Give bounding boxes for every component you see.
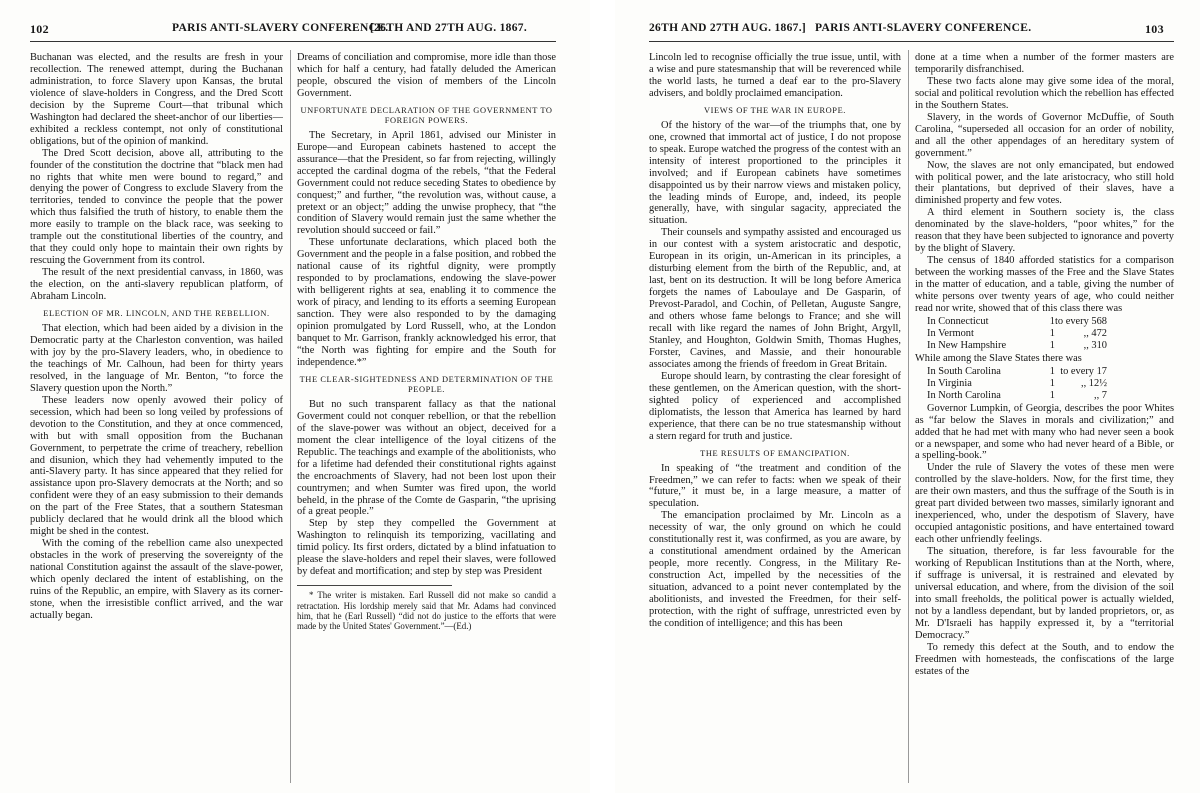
- paragraph: The Dred Scott decision, above all, attributing to the founder of the constitution the doctrine that “black men had no rights that white men were bound to regard,” and denying the power of Congress to exclude Slavery from the territories, tended to convince the people that the power which thus falsified the truth of history, to enable them the more easily to trample on the black race, was seeking to trample out the constitutional liberties of the country, and that they could only hope to maintain their own rights by rescuing the Government from its control.: [30, 147, 283, 267]
- paragraph: A third element in Southern society is, the class denominated by the slave-holders, “poor whites,” for the reason that they have been subjected to ignorance and poverty by the blight of Slavery.: [915, 207, 1174, 255]
- section-heading: VIEWS OF THE WAR IN EUROPE.: [704, 105, 846, 115]
- literacy-table-free-states: [927, 316, 1174, 352]
- column-divider: [908, 50, 909, 783]
- left-header-rule: [30, 41, 556, 42]
- table-row: In North Carolina 1 ,, 7: [927, 389, 1107, 401]
- table-row: In Vermont 1 ,, 472: [927, 327, 1107, 339]
- right-header-rule: [649, 41, 1174, 42]
- right-column-1: [649, 52, 901, 785]
- left-page-header: [0, 22, 590, 40]
- left-column-2: [297, 52, 556, 785]
- book-gutter: [590, 0, 615, 793]
- left-running-title: PARIS ANTI-SLAVERY CONFERENCE.: [172, 22, 389, 34]
- right-column-2: [915, 52, 1174, 785]
- paragraph: These unfortunate declarations, which placed both the Government and the people in a false position, and robbed the national cause of its rightful dignity, were promptly responded to by proclamations, endowing the slave-power with belligerent rights at sea, enabling it to commence the work of piracy, and lending to its efforts a seeming European sanction. They were also responded to by the damaging opinion promulgated by Lord Russell, who, at the London banquet to Mr. Garrison, frankly acknowledged his error, that “the North was fighting for empire and the South for independence.*”: [297, 237, 556, 368]
- table-row: In Virginia 1 ,, 12½: [927, 377, 1107, 389]
- paragraph: Step by step they compelled the Government at Washington to relinquish its temporizing, vacillating and timid policy. Its first orders, dictated by a blind infatuation to please the slave-holders and repel their slaves, were followed by defeat and mortification; and step by step was President: [297, 518, 556, 578]
- section-heading: ELECTION OF MR. LINCOLN, AND THE REBELLION.: [43, 309, 270, 319]
- paragraph: The result of the next presidential canvass, in 1860, was the election, on the anti-slavery republican platform, of Abraham Lincoln.: [30, 267, 283, 303]
- paragraph: But no such transparent fallacy as that the national Goverment could not conquer rebellion, or that the rebellion of the slave-power was without an object, deceived for a moment the clear intelligence of the loyal citizens of the Republic. The teachings and example of the abolitionists, who for a lifetime had defended their constitutional rights against the encroachments of Slavery, had not been lost upon their countrymen; and when Sumter was fired upon, the world beheld, in the phrase of the Comte de Gasparin, “the uprising of a great people.”: [297, 398, 556, 518]
- paragraph: These two facts alone may give some idea of the moral, social and political revolution which the rebellion has effected in the Southern States.: [915, 75, 1174, 111]
- paragraph: In speaking of “the treatment and condition of the Freedmen,” we can refer to facts: when we speak of their “future,” it must be, in a large measure, a matter of speculation.: [649, 462, 901, 510]
- table-row: In New Hampshire 1 ,, 310: [927, 339, 1107, 351]
- paragraph: done at a time when a number of the former masters are temporarily disfranchised.: [915, 52, 1174, 75]
- paragraph: To remedy this defect at the South, and to endow the Freedmen with homesteads, the confiscations of the large estates of the: [915, 641, 1174, 677]
- left-running-date: [26TH AND 27TH AUG. 1867.: [370, 22, 528, 34]
- paragraph: Under the rule of Slavery the votes of these men were controlled by the slave-holders. Now, for the first time, they are their own masters, and thus the suffrage of the South is in great part divided between two masses, similarly ignorant and inexperienced, who, under the despotism of Slavery, have occupied antagonistic positions, and have entertained toward each other unfriendly feelings.: [915, 462, 1174, 546]
- footnote-rule: [297, 585, 452, 586]
- paragraph: Europe should learn, by contrasting the clear foresight of these gentlemen, on the American question, with the short-sighted policy of experienced and accomplished diplomatists, the lesson that America has learned by hard experience, that there can be no true statesmanship without a stern regard for truth and justice.: [649, 370, 901, 442]
- paragraph: With the coming of the rebellion came also unexpected obstacles in the work of preserving the sovereignty of the national Constitution against the assault of the slave-power, which openly declared the intent of establishing, on the ruins of the Republic, an empire, with Slavery as its corner-stone, when the irresistible conflict arrived, and the war actually began.: [30, 538, 283, 621]
- right-page: [615, 0, 1200, 793]
- right-page-number: 103: [1145, 22, 1164, 36]
- right-page-header: [615, 22, 1200, 40]
- left-column-1: [30, 52, 283, 785]
- paragraph: Lincoln led to recognise officially the true issue, until, with a wise and pure statesmanship that will be reverenced while the world lasts, he turned a deaf ear to the pro-Slavery advisers, and boldly proclaimed emancipation.: [649, 52, 901, 99]
- right-running-title: PARIS ANTI-SLAVERY CONFERENCE.: [815, 22, 1032, 34]
- section-heading: THE RESULTS OF EMANCIPATION.: [700, 448, 850, 458]
- footnote: * The writer is mistaken. Earl Russell did not make so candid a retractation. His lordship merely said that Mr. Adams had convinced him, that he (Earl Russell) “did not do justice to the efforts that were made by the United States' Government.”—(Ed.): [297, 590, 556, 632]
- paragraph: The situation, therefore, is far less favourable for the working of Republican Institutions than at the North, where, if suffrage is universal, it is restrained and elevated by universal education, and where, from the division of the soil into small freeholds, the political power is actually wielded, not by a landless dependant, but by landed proprietors, or, as Mr. D'Israeli has happily expressed it, by a “territorial Democracy.”: [915, 546, 1174, 641]
- paragraph: The census of 1840 afforded statistics for a comparison between the working masses of the Free and the Slave States in the matter of education, and a table, giving the number of white persons over twenty years of age, who could neither read nor write, showed that of this class there was: [915, 255, 1174, 315]
- left-page: [0, 0, 590, 793]
- paragraph: Of the history of the war—of the triumphs that, one by one, crowned that immortal act of justice, I do not propose to speak. Europe watched the progress of the contest with an intensity of interest proportioned to the principles it involved; and if European cabinets have sometimes disappointed us by their narrow views and mistaken policy, the leading minds of Europe, and, indeed, its people generally, have, with singular sagacity, appreciated the situation.: [649, 119, 901, 227]
- paragraph: The emancipation proclaimed by Mr. Lincoln as a necessity of war, the only ground on which he could constitutionally rest it, was confirmed, as you are aware, by a constitutional amendment ordained by the American people, more recently. Congress, in the Military Re-construction Act, impelled by the necessities of the situation, advanced to a point never contemplated by the abolitionists, and invested the Freedmen, for their self-protection, with the right of suffrage, unrestricted even by the condition of intelligence; and this has been: [649, 510, 901, 629]
- paragraph: That election, which had been aided by a division in the Democratic party at the Charleston convention, was hailed with joy by the pro-Slavery leaders, who, in obedience to the teachings of Mr. Calhoun, had been for thirty years resolved, in the language of Mr. Benton, “to force the Slavery question upon the North.”: [30, 323, 283, 394]
- paragraph: Now, the slaves are not only emancipated, but endowed with political power, and the late aristocracy, who still hold their plantations, but deprived of their slaves, have a diminished property and few votes.: [915, 159, 1174, 207]
- paragraph: While among the Slave States there was: [915, 352, 1082, 364]
- section-heading: UNFORTUNATE DECLARATION OF THE GOVERNMENT TO FOREIGN POWERS.: [300, 105, 553, 125]
- paragraph: Dreams of conciliation and compromise, more idle than those which for half a century, had fatally deluded the American people, obscured the vision of members of the Lincoln Government.: [297, 52, 556, 99]
- paragraph: Governor Lumpkin, of Georgia, describes the poor Whites as “far below the Slaves in morals and civilization;” and added that he had met with many who had never seen a book or a newspaper, and some who had never heard of a Bible, or a spelling-book.”: [915, 402, 1174, 462]
- left-page-number: 102: [30, 22, 49, 36]
- literacy-table-slave-states: [927, 366, 1174, 402]
- paragraph: Their counsels and sympathy assisted and encouraged us in our contest with a system aristocratic and despotic, European in its origin, un-American in its principles, a disturbing element from the birth of the Republic, and, at last, bent on its destruction. It will be long before America forgets the names of Laboulaye and De Gasparin, of Prevost-Paradol, and Cochin, of Pelletan, Auguste Sangre, and others whose fame belongs to France; and she will recall with like regard the names of John Bright, Argyll, Stanley, and Houghton, Goldwin Smith, Thomas Hughes, Forster, Cavines, and Massie, and their honourable associates among the friends of freedom in Great Britain.: [649, 227, 901, 370]
- paragraph: The Secretary, in April 1861, advised our Minister in Europe—and European cabinets hastened to accept the assurance—that the President, so far from rejecting, willingly accepted the cardinal dogma of the rebels, “that the Federal Government could not reduce seceding States to obedience by conquest;” and further, “the revolution was, without cause, a pretext or an object;” adding the unwise prophecy, that “the condition of Slavery would remain just the same whether the revolution should succeed or fail.”: [297, 129, 556, 237]
- paragraph: These leaders now openly avowed their policy of secession, which had been so long veiled by professions of devotion to the Constitution, and they at once commenced, with but with small opposition from the Buchanan Government, to perpetrate the crime of treachery, rebellion and disunion, which they had vehemently imputed to the anti-Slavery party. It has since appeared that they relied for assistance upon pro-Slavery democrats at the North; and so confident were they of an easy submission to their demands on the part of the Free States, that a southern Statesman publicly declared that he would drink all the blood which might be shed in the contest.: [30, 394, 283, 538]
- right-running-date: 26TH AND 27TH AUG. 1867.]: [649, 22, 807, 34]
- table-row: In Connecticut 1 to every 568: [927, 315, 1107, 327]
- column-divider: [290, 50, 291, 783]
- section-heading: THE CLEAR-SIGHTEDNESS AND DETERMINATION OF THE PEOPLE.: [299, 374, 554, 394]
- paragraph: Buchanan was elected, and the results are fresh in your recollection. The renewed attempt, during the Buchanan administration, to force Slavery upon Kansas, the brutal violence of slave-holders in Congress, and the Dred Scott decision by the Supreme Court—that tribunal which Washington had declared the sheet-anchor of our liberties—exhibited a reckless contempt, not only of constitutional obligations, but of the opinion of mankind.: [30, 52, 283, 147]
- table-row: In South Carolina 1 to every 17: [927, 365, 1107, 377]
- paragraph: Slavery, in the words of Governor McDuffie, of South Carolina, “superseded all occasion for an order of nobility, and all the other appendages of an hereditary system of government.”: [915, 111, 1174, 159]
